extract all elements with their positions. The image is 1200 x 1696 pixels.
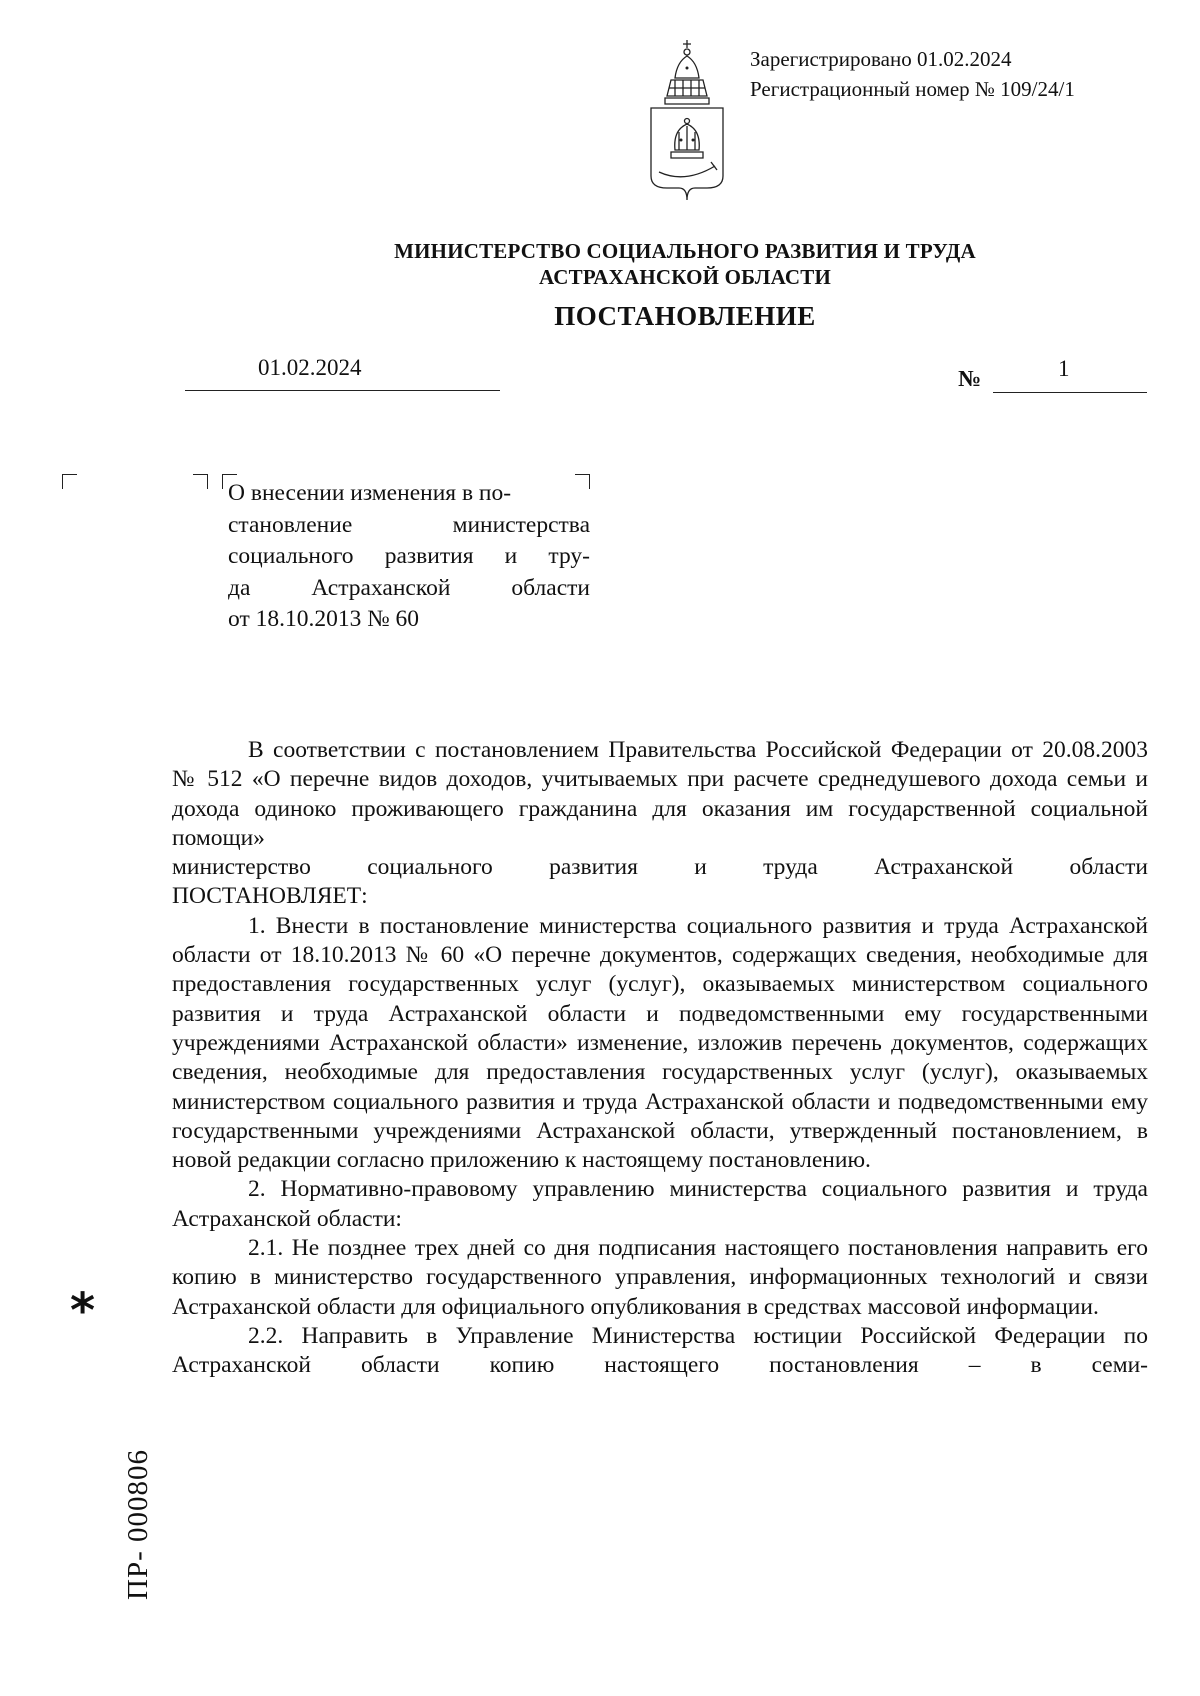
registration-stamp [750,44,1075,104]
margin-asterisk: * [70,1283,96,1339]
subject-line: да Астраханской области [228,574,590,601]
actor-line: министерство социального развития и труда Астраханской области [172,854,1148,881]
subject-line: социального развития и тру- [228,543,590,569]
corner-mark [62,474,77,489]
document-type: ПОСТАНОВЛЕНИЕ [554,301,816,331]
subject-line: О внесении изменения в по- [228,480,512,506]
document-header [300,238,1070,334]
preamble-paragraph: В соответствии с постановлением Правительства Российской Федерации от 20.08.2003 № 512 «О перечне видов доходов, учитываемых при расчете среднедушевого дохода семьи и дохода одиноко проживающего гражданина для оказания им государственной социальной помощи» [172,737,1148,851]
registration-number: Регистрационный номер № 109/24/1 [750,77,1075,101]
subject-line: становление министерства [228,511,590,538]
number-underline [993,364,1147,393]
document-subject [228,478,590,636]
decree-word: ПОСТАНОВЛЯЕТ: [172,883,368,910]
coat-of-arms-icon [645,38,729,203]
item-2-paragraph: 2. Нормативно-правовому управлению министерства социального развития и труда Астраханской области: [172,1176,1148,1232]
corner-mark [193,474,208,489]
subject-line: от 18.10.2013 № 60 [228,606,420,632]
registration-date: Зарегистрировано 01.02.2024 [750,47,1012,71]
ministry-name-line2: АСТРАХАНСКОЙ ОБЛАСТИ [538,265,832,289]
item-2-1-paragraph: 2.1. Не позднее трех дней со дня подписания настоящего постановления направить его копию в министерство государственного управления, информационных технологий и связи Астраханской области для официального опубликования в средствах массовой информации. [172,1235,1148,1320]
document-number: 1 [1058,356,1070,381]
item-2-2-paragraph: 2.2. Направить в Управление Министерства юстиции Российской Федерации по Астраханской области копию настоящего постановления – в семи- [172,1322,1148,1379]
ministry-name-line1: МИНИСТЕРСТВО СОЦИАЛЬНОГО РАЗВИТИЯ И ТРУДА [394,239,976,263]
document-body [172,736,1148,1381]
item-1-paragraph: 1. Внести в постановление министерства социального развития и труда Астраханской области от 18.10.2013 № 60 «О перечне документов, содержащих сведения, необходимые для предоставления государственных услуг (услуг), оказываемых министерством социального развития и труда Астраханской области и подведомственными ему государственными учреждениями Астраханской области» изменение, изложив перечень документов, содержащих сведения, необходимые для предоставления государственных услуг (услуг), оказываемых министерством социального развития и труда Астраханской области и подведомственными ему государственными учреждениями Астраханской области, утвержденный постановлением, в новой редакции согласно приложению к настоящему постановлению. [172,912,1148,1174]
document-date: 01.02.2024 [258,355,362,380]
margin-document-code: ПР- 000806 [122,1449,154,1600]
number-label: № [958,366,982,391]
